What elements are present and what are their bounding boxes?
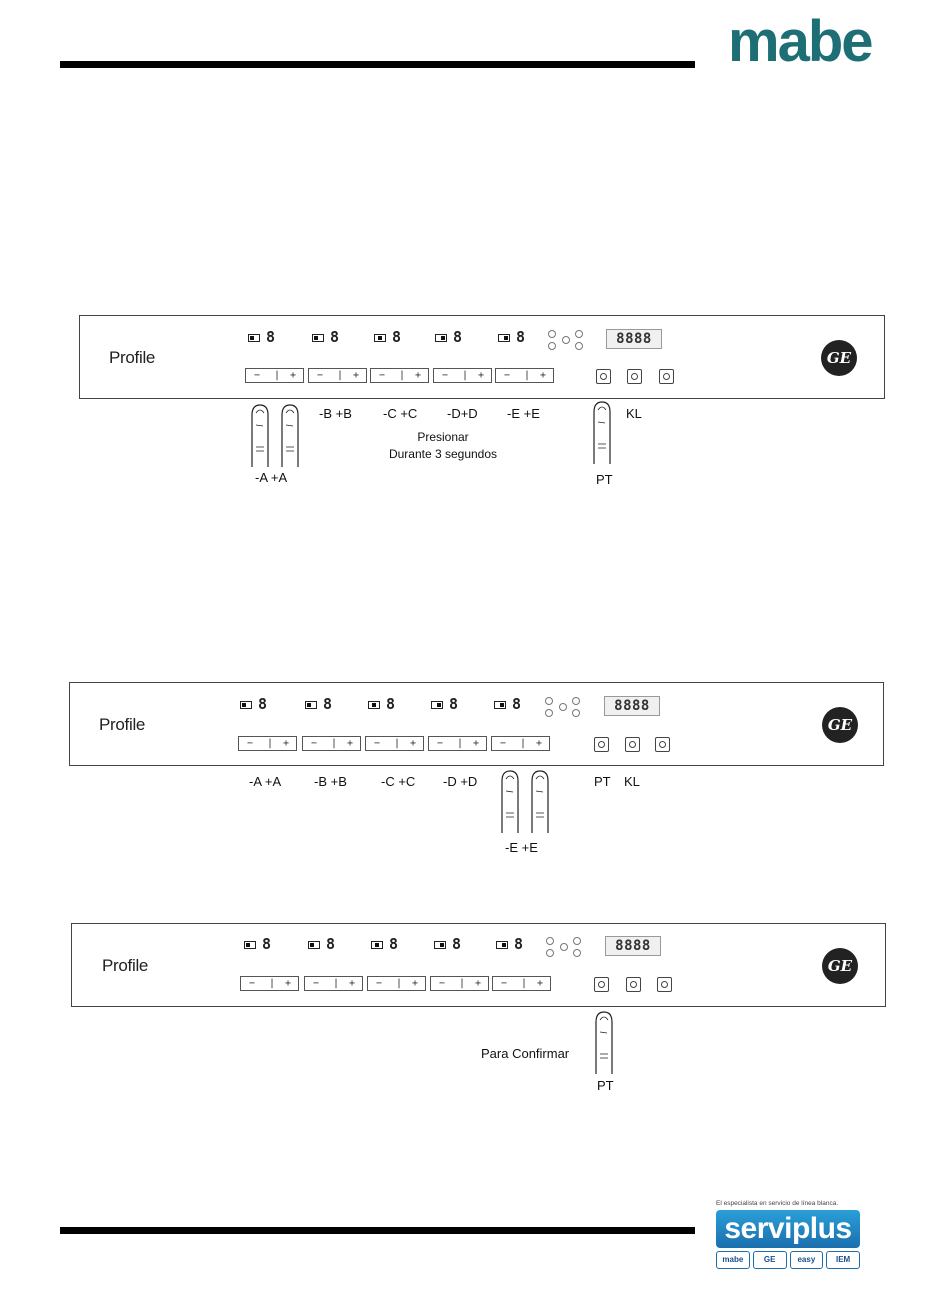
zone-d-digit: 8 xyxy=(449,695,459,713)
slider-minus: − xyxy=(500,738,507,749)
slider-plus: + xyxy=(473,738,480,749)
slider-plus: + xyxy=(353,370,360,381)
slider-b[interactable]: − | + xyxy=(308,368,367,383)
slider-b[interactable]: − | + xyxy=(304,976,363,991)
zone-b-indicator xyxy=(308,937,368,955)
slider-b[interactable]: − | + xyxy=(302,736,361,751)
zone-c-icon xyxy=(374,334,386,342)
zone-e-digit: 8 xyxy=(516,328,526,346)
slider-minus: − xyxy=(501,978,508,989)
label-confirm: Para Confirmar xyxy=(481,1046,570,1061)
panel-brand: Profile xyxy=(102,956,149,975)
label-c: -C +C xyxy=(381,774,416,789)
slider-plus: + xyxy=(412,978,419,989)
control-panel-2 xyxy=(69,682,884,766)
zone-c-indicator xyxy=(368,697,428,715)
label-e: -E +E xyxy=(507,406,540,421)
zone-b-digit: 8 xyxy=(330,328,340,346)
zone-e-digit: 8 xyxy=(512,695,522,713)
panel-brand: Profile xyxy=(109,348,156,367)
zone-c-digit: 8 xyxy=(392,328,402,346)
finger-icon xyxy=(592,400,612,466)
slider-d[interactable]: − | + xyxy=(428,736,487,751)
slider-plus: + xyxy=(349,978,356,989)
zone-a-icon xyxy=(244,941,256,949)
label-kl: KL xyxy=(624,774,640,789)
slider-minus: − xyxy=(437,738,444,749)
zone-b-digit: 8 xyxy=(323,695,333,713)
slider-minus: − xyxy=(254,370,261,381)
zone-a-digit: 8 xyxy=(266,328,276,346)
timer-display: 8888 xyxy=(604,696,660,716)
label-pt: PT xyxy=(596,472,613,487)
slider-plus: + xyxy=(347,738,354,749)
label-e: -E +E xyxy=(505,840,538,855)
power-button[interactable] xyxy=(657,977,672,992)
slider-plus: + xyxy=(410,738,417,749)
pause-button[interactable] xyxy=(596,369,611,384)
slider-minus: − xyxy=(374,738,381,749)
timer-display: 8888 xyxy=(606,329,662,349)
label-b: -B +B xyxy=(319,406,352,421)
zone-a-indicator xyxy=(240,697,300,715)
instruction-line-2: Durante 3 segundos xyxy=(388,447,498,461)
zone-a-indicator xyxy=(248,330,308,348)
zone-c-icon xyxy=(371,941,383,949)
ge-logo: GE xyxy=(822,707,858,743)
zone-d-indicator xyxy=(435,330,495,348)
label-a: -A +A xyxy=(249,774,282,789)
slider-e[interactable]: − | + xyxy=(491,736,550,751)
slider-plus: + xyxy=(290,370,297,381)
zone-a-digit: 8 xyxy=(258,695,268,713)
zone-e-icon xyxy=(498,334,510,342)
slider-plus: + xyxy=(540,370,547,381)
lock-button[interactable] xyxy=(625,737,640,752)
label-a: -A +A xyxy=(255,470,288,485)
pause-button[interactable] xyxy=(594,737,609,752)
panel-brand: Profile xyxy=(99,715,146,734)
finger-icon xyxy=(594,1010,614,1076)
mabe-logo: mabe xyxy=(728,9,872,74)
label-c: -C +C xyxy=(383,406,418,421)
finger-icon xyxy=(280,403,300,469)
slider-e[interactable]: − | + xyxy=(495,368,554,383)
serviplus-logo: serviplus xyxy=(716,1210,860,1248)
slider-minus: − xyxy=(249,978,256,989)
zone-a-indicator xyxy=(244,937,304,955)
slider-plus: + xyxy=(478,370,485,381)
slider-minus: − xyxy=(317,370,324,381)
slider-plus: + xyxy=(283,738,290,749)
lock-button[interactable] xyxy=(627,369,642,384)
zone-b-icon xyxy=(308,941,320,949)
control-panel-3 xyxy=(71,923,886,1007)
pause-button[interactable] xyxy=(594,977,609,992)
zone-d-icon xyxy=(431,701,443,709)
zone-e-digit: 8 xyxy=(514,935,524,953)
slider-d[interactable]: − | + xyxy=(433,368,492,383)
serviplus-tagline: El especialista en servicio de línea blanca. xyxy=(716,1200,839,1207)
zone-d-indicator xyxy=(431,697,491,715)
timer-display: 8888 xyxy=(605,936,661,956)
zone-d-digit: 8 xyxy=(452,935,462,953)
zone-circles-icon xyxy=(546,937,582,959)
zone-c-digit: 8 xyxy=(386,695,396,713)
partner-badges xyxy=(716,1251,860,1269)
slider-minus: − xyxy=(504,370,511,381)
label-d: -D+D xyxy=(447,406,478,421)
footer-rule xyxy=(60,1227,695,1234)
slider-plus: + xyxy=(475,978,482,989)
zone-d-indicator xyxy=(434,937,494,955)
zone-e-icon xyxy=(496,941,508,949)
label-kl: KL xyxy=(626,406,642,421)
slider-plus: + xyxy=(537,978,544,989)
zone-b-indicator xyxy=(305,697,365,715)
slider-a[interactable]: − | + xyxy=(245,368,304,383)
label-b: -B +B xyxy=(314,774,347,789)
slider-minus: − xyxy=(439,978,446,989)
slider-minus: − xyxy=(376,978,383,989)
zone-d-icon xyxy=(434,941,446,949)
slider-minus: − xyxy=(247,738,254,749)
zone-c-icon xyxy=(368,701,380,709)
zone-b-digit: 8 xyxy=(326,935,336,953)
slider-a[interactable]: − | + xyxy=(240,976,299,991)
label-d: -D +D xyxy=(443,774,478,789)
power-button[interactable] xyxy=(655,737,670,752)
slider-minus: − xyxy=(379,370,386,381)
header-rule xyxy=(60,61,695,68)
badge-ge: GE xyxy=(753,1251,787,1269)
finger-icon xyxy=(250,403,270,469)
zone-d-icon xyxy=(435,334,447,342)
slider-plus: + xyxy=(285,978,292,989)
zone-c-indicator xyxy=(371,937,431,955)
zone-circles-icon xyxy=(548,330,584,352)
label-pt: PT xyxy=(597,1078,614,1093)
slider-e[interactable]: − | + xyxy=(492,976,551,991)
zone-b-indicator xyxy=(312,330,372,348)
slider-minus: − xyxy=(313,978,320,989)
instruction-line-1: Presionar xyxy=(417,430,469,444)
label-pt: PT xyxy=(594,774,611,789)
slider-c[interactable]: − | + xyxy=(370,368,429,383)
finger-icon xyxy=(500,769,520,835)
slider-minus: − xyxy=(442,370,449,381)
ge-logo: GE xyxy=(821,340,857,376)
zone-c-digit: 8 xyxy=(389,935,399,953)
zone-a-icon xyxy=(240,701,252,709)
control-panel-1 xyxy=(79,315,885,399)
slider-c[interactable]: − | + xyxy=(365,736,424,751)
zone-a-digit: 8 xyxy=(262,935,272,953)
zone-d-digit: 8 xyxy=(453,328,463,346)
badge-iem: IEM xyxy=(826,1251,860,1269)
power-button[interactable] xyxy=(659,369,674,384)
ge-logo: GE xyxy=(822,948,858,984)
zone-c-indicator xyxy=(374,330,434,348)
zone-a-icon xyxy=(248,334,260,342)
slider-d[interactable]: − | + xyxy=(430,976,489,991)
zone-b-icon xyxy=(312,334,324,342)
finger-icon xyxy=(530,769,550,835)
slider-plus: + xyxy=(536,738,543,749)
slider-minus: − xyxy=(311,738,318,749)
badge-mabe: mabe xyxy=(716,1251,750,1269)
zone-b-icon xyxy=(305,701,317,709)
lock-button[interactable] xyxy=(626,977,641,992)
slider-a[interactable]: − | + xyxy=(238,736,297,751)
badge-easy: easy xyxy=(790,1251,824,1269)
slider-c[interactable]: − | + xyxy=(367,976,426,991)
zone-circles-icon xyxy=(545,697,581,719)
slider-plus: + xyxy=(415,370,422,381)
zone-e-icon xyxy=(494,701,506,709)
